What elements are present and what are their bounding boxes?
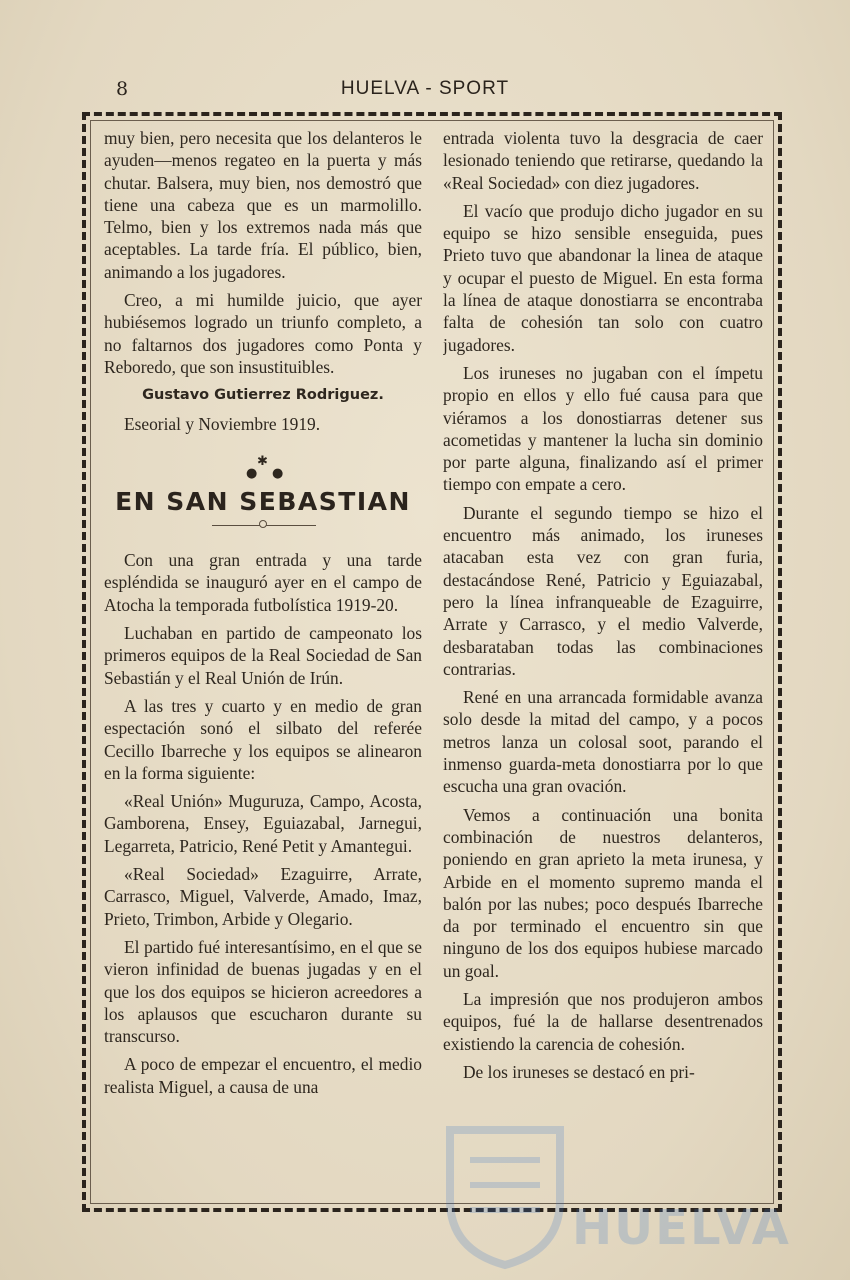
watermark-text: HUELVA: [572, 1200, 791, 1256]
paragraph: La impresión que nos produjeron ambos equipos, fué la de hallarse desentrenados existiendo la carencia de cohesión.: [443, 988, 763, 1054]
left-column: [104, 127, 422, 1202]
paragraph: Los iruneses no jugaban con el ímpetu propio en ellos y ello fué causa para que viéramos a los donostiarras detener sus acometidas y mantener la lucha sin dominio por parte alguna, finalizando así el primer tiempo con empate a cero.: [443, 362, 763, 495]
paragraph: entrada violenta tuvo la desgracia de caer lesionado teniendo que retirarse, quedando la «Real Sociedad» con diez jugadores.: [443, 128, 763, 193]
section-title: EN SAN SEBASTIAN: [115, 486, 411, 516]
paragraph: Vemos a continuación una bonita combinación de nuestros delanteros, poniendo en gran aprieto la meta irunesa, y Arbide en el momento supremo manda el balón por las nubes; poco después Ibarreche da por terminado el encuentro sin que ninguno de los dos equipos hubiese marcado un goal.: [443, 804, 763, 981]
page-number: 8: [116, 78, 130, 100]
paragraph: Durante el segundo tiempo se hizo el encuentro más animado, los iruneses atacaban esta vez con gran furia, destacándose René, Patricio y Eguiazabal, pero la línea infranqueable de Ezaguirre, Arrate y Carrasco, y el medio Valverde, desbarataban todas las combinaciones contrarias.: [443, 502, 763, 679]
paragraph: «Real Unión» Muguruza, Campo, Acosta, Gamborena, Ensey, Eguiazabal, Jarnegui, Legarreta, Patricio, René Petit y Amantegui.: [104, 791, 422, 856]
asterism-ornament: ✱ ● ●: [246, 453, 284, 481]
author-signature: Gustavo Gutierrez Rodriguez.: [142, 387, 384, 404]
paragraph: Luchaban en partido de campeonato los primeros equipos de la Real Sociedad de San Sebastián y el Real Unión de Irún.: [104, 623, 422, 688]
title-rule-ornament: [104, 517, 422, 535]
paragraph: Con una gran entrada y una tarde espléndida se inauguró ayer en el campo de Atocha la temporada futbolística 1919-20.: [104, 550, 422, 615]
dateline: Eseorial y Noviembre 1919.: [124, 413, 321, 434]
paragraph: El vacío que produjo dicho jugador en su equipo se hizo sensible enseguida, pues Prieto tuvo que abandonar la linea de ataque y ocupar el puesto de Miguel. En esta forma la línea de ataque donostiarra se encontraba falta de cohesión tan solo con cuatro jugadores.: [443, 200, 763, 355]
right-column: [443, 127, 763, 1202]
paragraph: René en una arrancada formidable avanza solo desde la mitad del campo, y a pocos metros lanza un colosal soot, parando el inmenso guarda-meta donostiarra por lo que escucha una gran ovación.: [443, 687, 763, 797]
paragraph: A las tres y cuarto y en medio de gran espectación sonó el silbato del referée Cecillo Ibarreche y los equipos se alinearon en la forma siguiente:: [104, 695, 422, 783]
running-head: HUELVA - SPORT: [340, 78, 510, 99]
paragraph: De los iruneses se destacó en pri-: [463, 1061, 695, 1082]
paragraph: El partido fué interesantísimo, en el que se vieron infinidad de buenas jugadas y en el que los dos equipos se hicieron acreedores a los aplausos que escucharon durante su transcurso.: [104, 936, 422, 1047]
paragraph: A poco de empezar el encuentro, el medio realista Miguel, a causa de una: [104, 1054, 422, 1097]
paragraph: Creo, a mi humilde juicio, que ayer hubiésemos logrado un triunfo completo, a no faltarnos dos jugadores como Ponta y Reboredo, que son insustituibles.: [104, 290, 422, 377]
paragraph: muy bien, pero necesita que los delanteros le ayuden—menos regateo en la puerta y más chutar. Balsera, muy bien, nos demostró que tiene una cabeza que es un marmolillo. Telmo, bien y los extremos nada más que aceptables. La tarde fría. El público, bien, animando a los jugadores.: [104, 128, 422, 282]
paragraph: «Real Sociedad» Ezaguirre, Arrate, Carrasco, Miguel, Valverde, Amado, Imaz, Prieto, Trimbon, Arbide y Olegario.: [104, 864, 422, 929]
